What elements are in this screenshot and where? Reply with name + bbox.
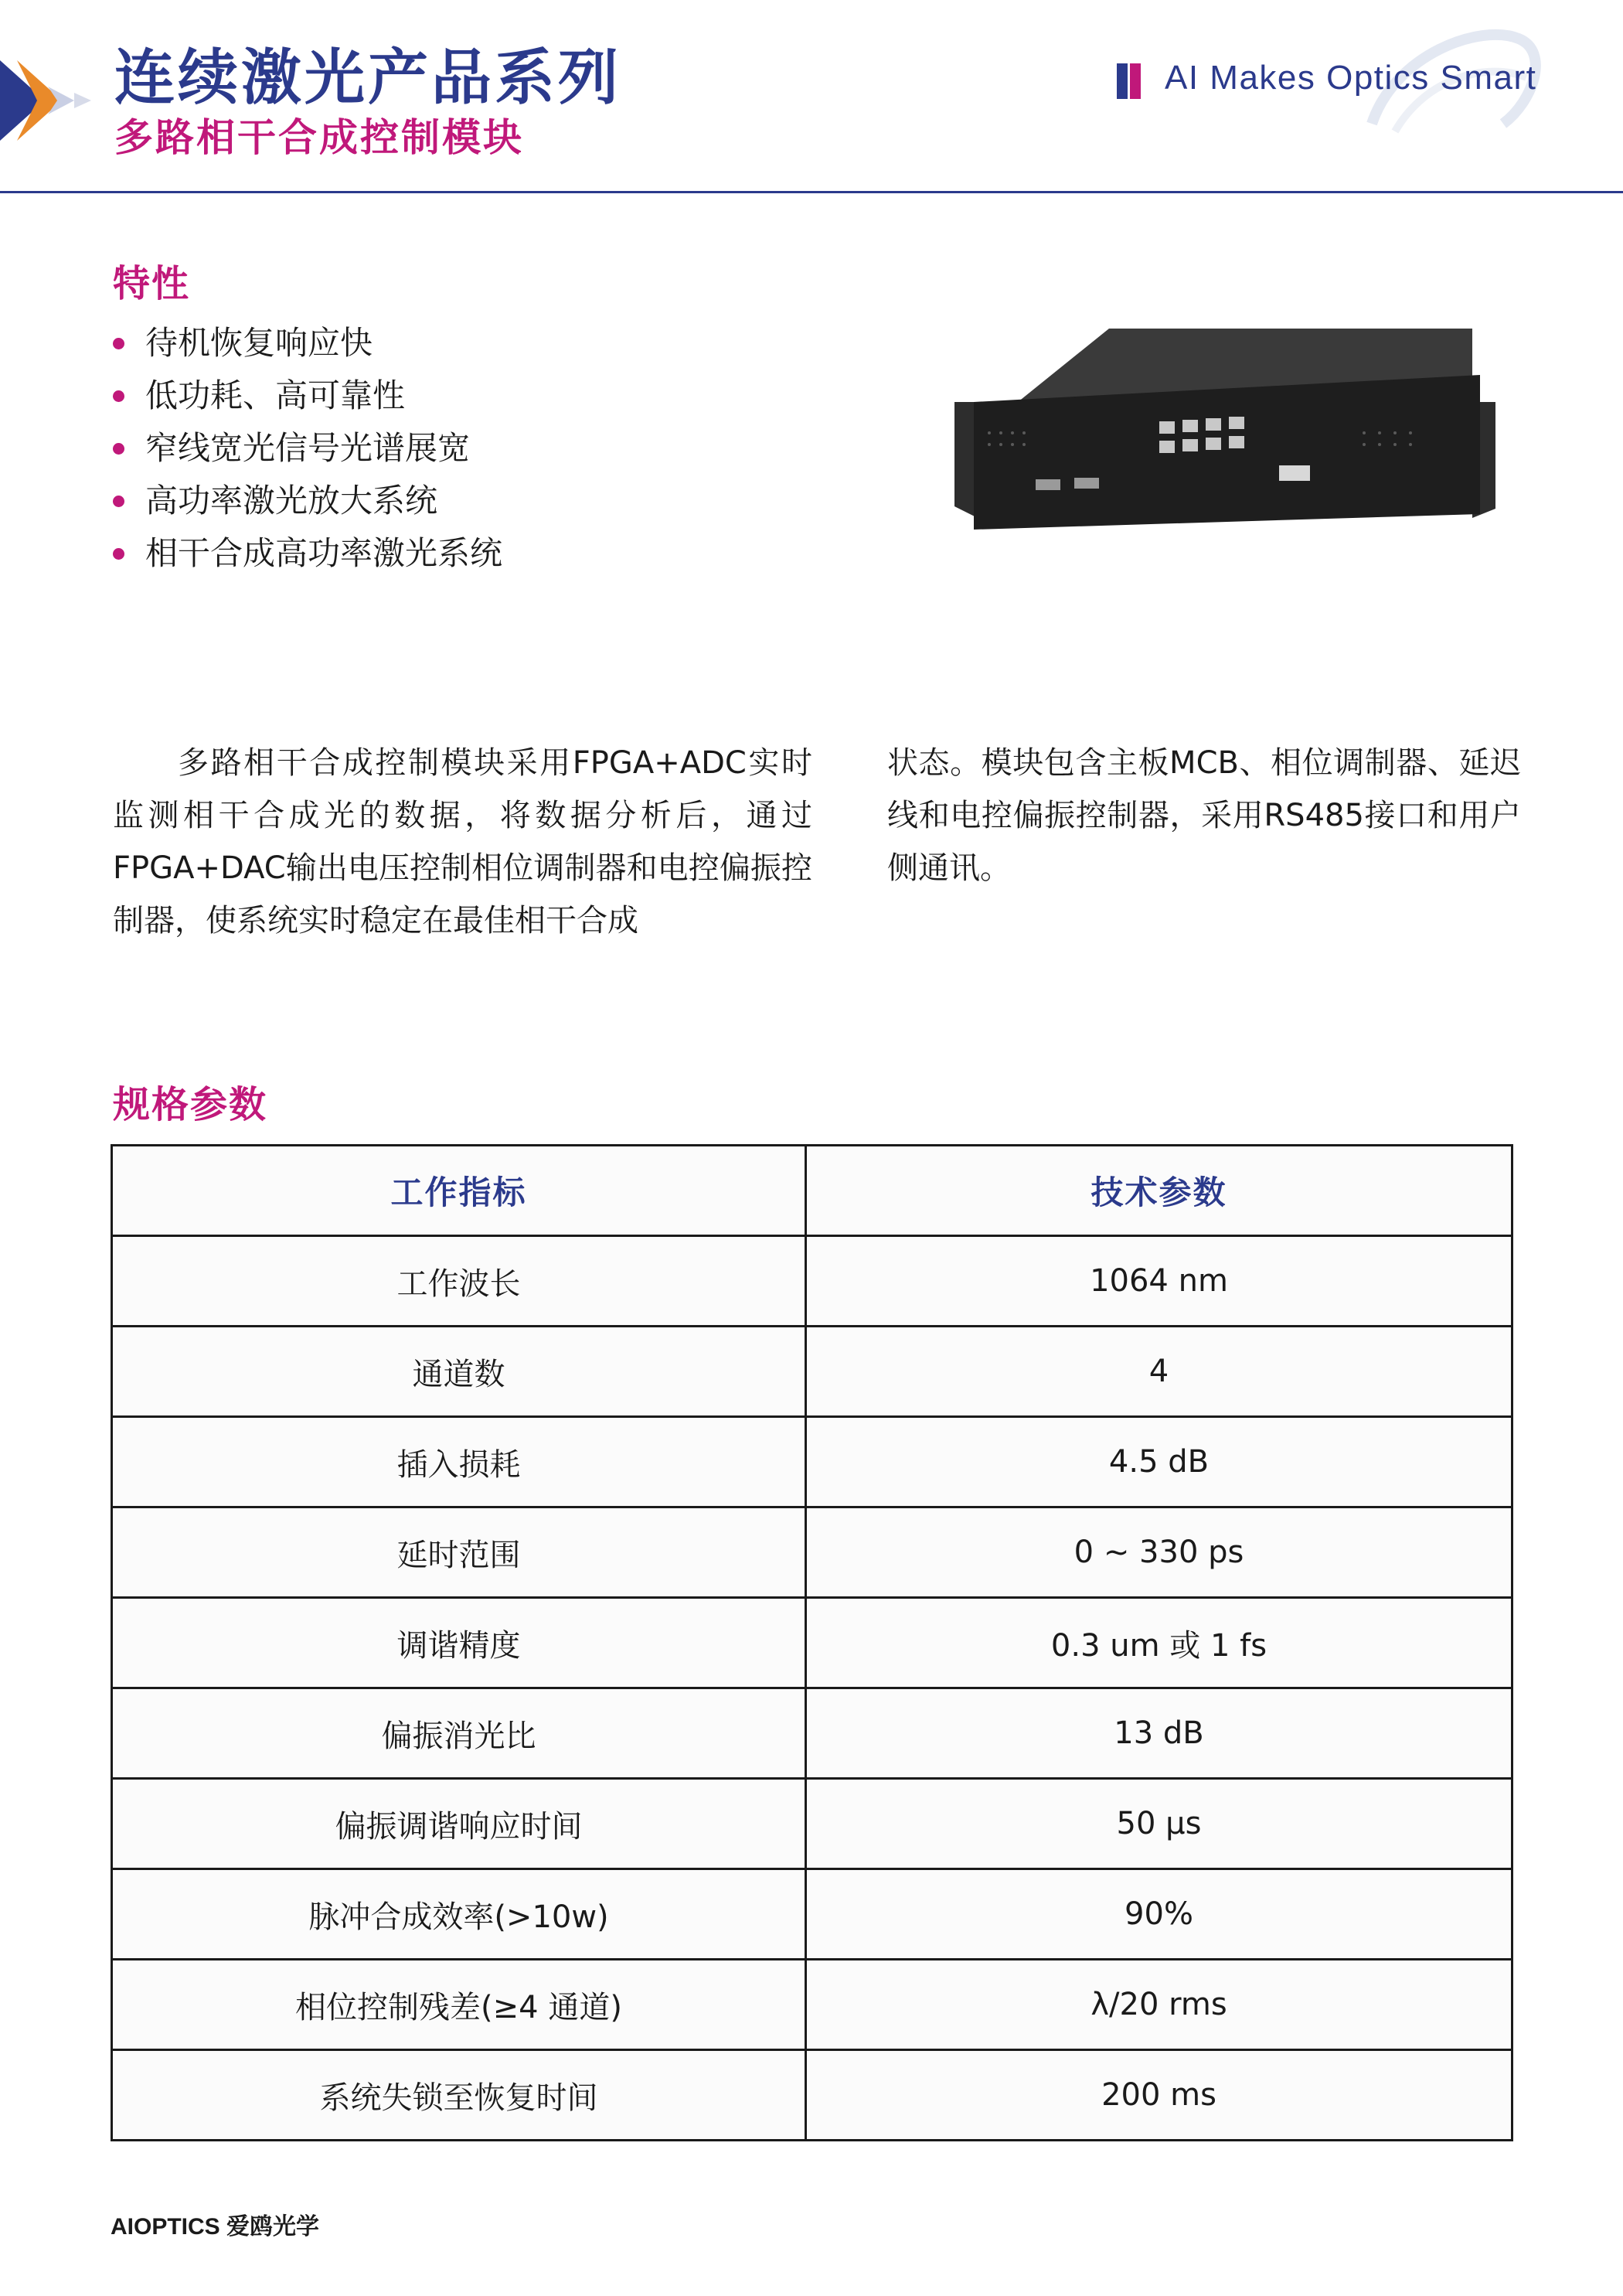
spec-label: 工作波长 bbox=[112, 1236, 806, 1327]
header-divider bbox=[0, 191, 1623, 193]
table-header-row bbox=[112, 1146, 1512, 1236]
product-photo bbox=[947, 317, 1503, 549]
spec-value: 0 ~ 330 ps bbox=[806, 1507, 1512, 1598]
features-heading: 特性 bbox=[113, 262, 191, 305]
table-row bbox=[112, 1688, 1512, 1779]
page-title: 连续激光产品系列 bbox=[114, 43, 622, 113]
feature-text: 低功耗、高可靠性 bbox=[145, 376, 406, 414]
bullet-icon bbox=[113, 443, 124, 455]
table-row bbox=[112, 1327, 1512, 1417]
slogan-mark-icon bbox=[1117, 63, 1145, 99]
spec-label: 相位控制残差(≥4 通道) bbox=[112, 1960, 806, 2050]
spec-value: 4 bbox=[806, 1327, 1512, 1417]
spec-label: 通道数 bbox=[112, 1327, 806, 1417]
spec-label: 系统失锁至恢复时间 bbox=[112, 2050, 806, 2141]
table-row bbox=[112, 1507, 1512, 1598]
feature-item bbox=[113, 527, 502, 580]
table-row bbox=[112, 1779, 1512, 1869]
features-list bbox=[113, 317, 502, 580]
feature-item bbox=[113, 370, 502, 422]
specs-heading: 规格参数 bbox=[113, 1083, 268, 1126]
spec-label: 偏振消光比 bbox=[112, 1688, 806, 1779]
column-header: 工作指标 bbox=[112, 1146, 806, 1236]
spec-table bbox=[111, 1144, 1513, 2141]
table-row bbox=[112, 1236, 1512, 1327]
spec-label: 调谐精度 bbox=[112, 1598, 806, 1688]
spec-value: 90% bbox=[806, 1869, 1512, 1960]
table-row bbox=[112, 1869, 1512, 1960]
table-row bbox=[112, 1598, 1512, 1688]
description-left: 多路相干合成控制模块采用FPGA+ADC实时监测相干合成光的数据，将数据分析后，通过FPGA+DAC输出电压控制相位调制器和电控偏振控制器，使系统实时稳定在最佳相干合成 bbox=[113, 745, 812, 938]
spec-label: 延时范围 bbox=[112, 1507, 806, 1598]
table-row bbox=[112, 1960, 1512, 2050]
bullet-icon bbox=[113, 548, 124, 560]
feature-item bbox=[113, 475, 502, 527]
bullet-icon bbox=[113, 496, 124, 507]
bullet-icon bbox=[113, 338, 124, 349]
feature-item bbox=[113, 317, 502, 370]
column-header: 技术参数 bbox=[806, 1146, 1512, 1236]
spec-value: 4.5 dB bbox=[806, 1417, 1512, 1507]
feature-text: 高功率激光放大系统 bbox=[145, 482, 438, 519]
spec-value: 1064 nm bbox=[806, 1236, 1512, 1327]
spec-label: 插入损耗 bbox=[112, 1417, 806, 1507]
brand-arrow-logo bbox=[0, 54, 100, 147]
spec-value: 13 dB bbox=[806, 1688, 1512, 1779]
bullet-icon bbox=[113, 390, 124, 402]
slogan-text: AI Makes Optics Smart bbox=[1165, 59, 1537, 97]
slogan bbox=[1117, 54, 1596, 108]
table-row bbox=[112, 2050, 1512, 2141]
spec-value: 200 ms bbox=[806, 2050, 1512, 2141]
footer-brand: AIOPTICS 爱鸥光学 bbox=[111, 2214, 320, 2240]
page-subtitle: 多路相干合成控制模块 bbox=[114, 115, 524, 160]
spec-value: λ/20 rms bbox=[806, 1960, 1512, 2050]
feature-text: 窄线宽光信号光谱展宽 bbox=[145, 429, 471, 467]
feature-text: 待机恢复响应快 bbox=[145, 324, 373, 362]
table-row bbox=[112, 1417, 1512, 1507]
spec-label: 偏振调谐响应时间 bbox=[112, 1779, 806, 1869]
spec-value: 0.3 um 或 1 fs bbox=[806, 1598, 1512, 1688]
spec-label: 脉冲合成效率(>10w) bbox=[112, 1869, 806, 1960]
spec-value: 50 μs bbox=[806, 1779, 1512, 1869]
feature-item bbox=[113, 422, 502, 475]
feature-text: 相干合成高功率激光系统 bbox=[145, 534, 503, 572]
description-right: 状态。模块包含主板MCB、相位调制器、延迟线和电控偏振控制器，采用RS485接口和用户侧通讯。 bbox=[887, 745, 1521, 886]
